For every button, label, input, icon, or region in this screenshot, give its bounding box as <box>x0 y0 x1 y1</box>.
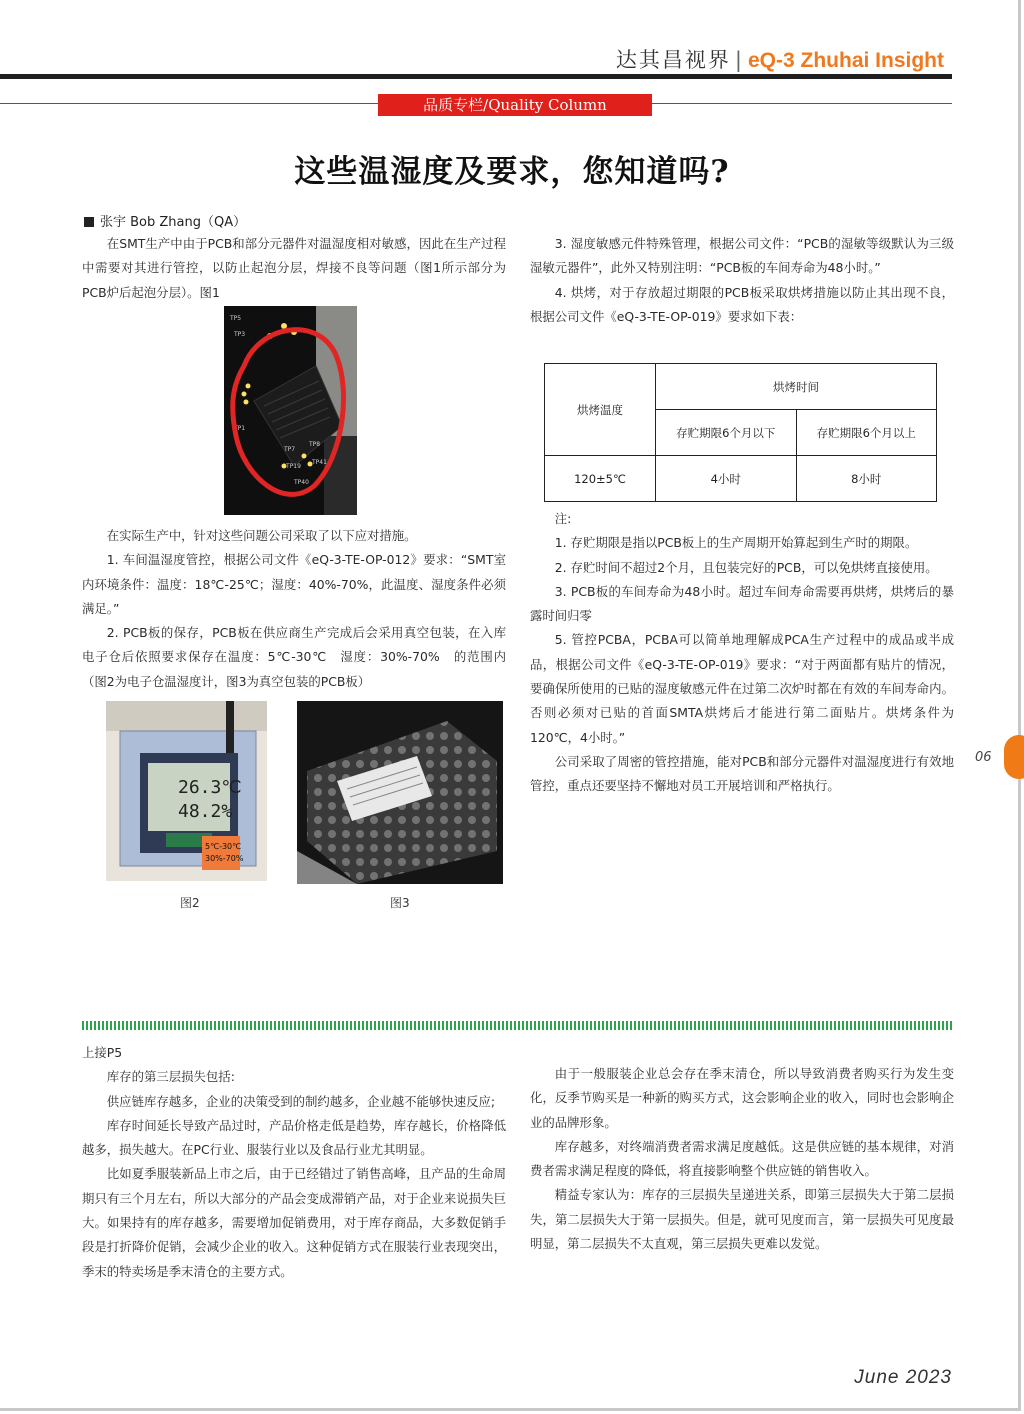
paragraph: 公司采取了周密的管控措施，能对PCB和部分元器件对温湿度进行有效地管控，重点还要坚持不懈地对员工开展培训和严格执行。 <box>530 753 954 794</box>
table-header-temp: 烘烤温度 <box>545 364 656 456</box>
paragraph: 在SMT生产中由于PCB和部分元器件对温湿度相对敏感，因此在生产过程中需要对其进行管控，以防止起泡分层，焊接不良等问题（图1所示部分为PCB炉后起泡分层）。图1 <box>82 236 506 300</box>
bullet-square-icon <box>84 217 94 227</box>
magazine-en-name: eQ-3 Zhuhai Insight <box>747 49 944 72</box>
author-line <box>84 211 246 230</box>
paragraph: 5. 管控PCBA，PCBA可以简单地理解成PCA生产过程中的成品或半成品，根据公司文件《eQ-3-TE-OP-019》要求：“对于两面都有贴片的情况，要确保所使用的已贴的湿度敏感元件在过第二次炉时都在有效的车间寿命内。否则必须对已贴的首面SMTA烘烤后才能进行第二面贴片。烘烤条件为120℃，4小时。” <box>530 632 954 745</box>
right-column-top <box>530 232 954 329</box>
paragraph: 供应链库存越多，企业的决策受到的制约越多，企业越不能够快速反应; <box>106 1093 496 1109</box>
continuation-label: 上接P5 <box>82 1045 123 1060</box>
figure-2-hygrometer-photo <box>106 701 267 881</box>
paragraph: 在实际生产中，针对这些问题公司采取了以下应对措施。 <box>106 528 417 543</box>
svg-text:TP1: TP1 <box>234 425 246 432</box>
svg-text:TP41: TP41 <box>312 459 327 466</box>
magazine-header <box>616 44 944 74</box>
pcb-photo-illustration <box>224 306 357 515</box>
table-cell-temp: 120±5℃ <box>545 456 656 502</box>
issue-date: June 2023 <box>854 1367 952 1388</box>
paragraph: 库存越多，对终端消费者需求满足度越低。这是供应链的基本规律，对消费者需求满足程度的降低，将直接影响整个供应链的销售收入。 <box>530 1138 954 1179</box>
paragraph: 3. PCB板的车间寿命为48小时。超过车间寿命需要再烘烤，烘烤后的暴露时间归零 <box>530 583 954 624</box>
paragraph: 1. 车间温湿度管控，根据公司文件《eQ-3-TE-OP-012》要求：“SMT室内环境条件：温度：18℃-25℃；湿度：40%-70%，此温度、湿度条件必须满足。” <box>82 552 506 616</box>
paragraph: 3. 湿度敏感元件特殊管理，根据公司文件：“PCB的湿敏等级默认为三级湿敏元器件”，此外又特别注明：“PCB板的车间寿命为48小时。” <box>530 236 954 276</box>
continuation-right-column <box>530 1062 954 1256</box>
figure-1-pcb-photo <box>224 306 357 515</box>
author-name: 张宇 Bob Zhang（QA） <box>100 215 247 230</box>
table-cell-time-1: 4小时 <box>656 456 797 502</box>
baking-table <box>544 363 937 502</box>
notes-title: 注: <box>554 511 572 526</box>
paragraph: 2. PCB板的保存，PCB板在供应商生产完成后会采用真空包装，在入库电子仓后依照要求保存在温度：5℃-30℃ 湿度：30%-70% 的范围内（图2为电子仓温湿度计，图3为真空包装的PCB板） <box>82 625 506 689</box>
table-header-time: 烘烤时间 <box>656 364 937 410</box>
paragraph: 由于一般服装企业总会存在季末清仓，所以导致消费者购买行为发生变化，反季节购买是一种新的购买方式，这会影响企业的收入，同时也会影响企业的品牌形象。 <box>530 1066 954 1130</box>
article-title: 这些温湿度及要求，您知道吗? <box>294 154 730 190</box>
vacuum-pack-illustration <box>297 701 503 884</box>
sticker-temp-range: 5℃-30℃ <box>205 842 242 851</box>
right-column-notes <box>530 507 954 799</box>
figure-3-caption: 图3 <box>390 896 410 910</box>
hygrometer-humidity: 48.2% <box>178 801 233 822</box>
left-column-measures <box>82 524 506 694</box>
paragraph: 4. 烘烤，对于存放超过期限的PCB板采取烘烤措施以防止其出现不良，根据公司文件《eQ-3-TE-OP-019》要求如下表： <box>530 284 954 324</box>
paragraph: 精益专家认为：库存的三层损失呈递进关系，即第三层损失大于第二层损失，第二层损失大于第一层损失。但是，就可见度而言，第一层损失可见度最明显，第二层损失不太直观，第三层损失更难以发觉。 <box>530 1187 954 1252</box>
svg-text:TP19: TP19 <box>286 463 301 470</box>
svg-text:TP7: TP7 <box>284 446 296 453</box>
table-subheader-under-6: 存贮期限6个月以下 <box>656 410 797 456</box>
page-number: 06 <box>975 750 992 765</box>
paragraph: 库存的第三层损失包括: <box>106 1069 235 1085</box>
paragraph: 2. 存贮时间不超过2个月，且包装完好的PCB，可以免烘烤直接使用。 <box>554 559 938 575</box>
column-badge: 品质专栏/Quality Column <box>378 94 652 116</box>
figure-3-vacuum-pack-photo <box>297 701 503 884</box>
paragraph: 比如夏季服装新品上市之后，由于已经错过了销售高峰，且产品的生命周期只有三个月左右，所以大部分的产品会变成滞销产品，对于企业来说损失巨大。如果持有的库存越多，需要增加促销费用，对于库存商品，大多数促销手段是打折降价促销，会减少企业的收入。这种促销方式在服装行业表现突出，季末的特卖场是季末清仓的主要方式。 <box>82 1166 506 1279</box>
hygrometer-temperature: 26.3℃ <box>178 777 242 798</box>
header-rule-thick <box>0 74 952 79</box>
magazine-cn-name: 达其昌视界 <box>615 48 731 72</box>
svg-text:TP5: TP5 <box>230 315 242 322</box>
svg-text:TP3: TP3 <box>234 331 246 338</box>
svg-text:TP8: TP8 <box>309 441 321 448</box>
continuation-left-column <box>82 1041 506 1284</box>
section-divider <box>82 1021 954 1030</box>
svg-text:TP40: TP40 <box>294 479 309 486</box>
paragraph: 库存时间延长导致产品过时，产品价格走低是趋势，库存越长，价格降低越多，损失越大。在PC行业、服装行业以及食品行业尤其明显。 <box>82 1117 506 1158</box>
table-subheader-over-6: 存贮期限6个月以上 <box>796 410 937 456</box>
left-column-intro <box>82 232 506 305</box>
paragraph: 1. 存贮期限是指以PCB板上的生产周期开始算起到生产时的期限。 <box>554 535 918 551</box>
figure-2-caption: 图2 <box>180 896 200 910</box>
header-separator: | <box>734 48 744 72</box>
table-cell-time-2: 8小时 <box>796 456 937 502</box>
page-tab-marker <box>1004 735 1024 779</box>
sticker-humidity-range: 30%-70% <box>205 854 244 863</box>
